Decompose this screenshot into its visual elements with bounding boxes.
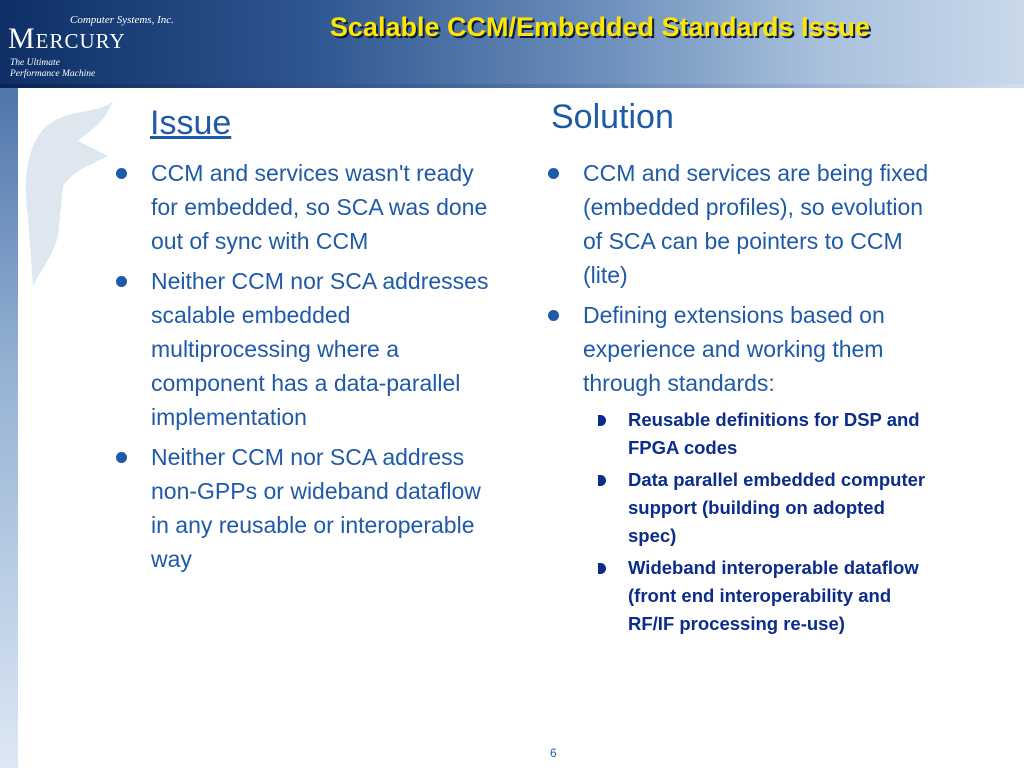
- sub-list-item: [590, 554, 934, 638]
- logo-tagline: [10, 58, 95, 80]
- sub-bullet-text: Wideband interoperable dataflow (front end interoperability and RF/IF processing re-use): [628, 557, 919, 634]
- sub-bullet-text: Reusable definitions for DSP and FPGA codes: [628, 409, 920, 458]
- solution-sub-bullet-list: [590, 406, 934, 638]
- issue-bullet-text: Neither CCM nor SCA address non-GPPs or wideband dataflow in any reusable or interoperable way: [151, 444, 481, 572]
- list-item: [544, 156, 934, 292]
- sub-list-item: [590, 466, 934, 550]
- half-circle-bullet-icon: [598, 475, 606, 486]
- solution-bullet-list: [544, 156, 934, 644]
- logo-company-text: Computer Systems, Inc.: [70, 14, 174, 26]
- half-circle-bullet-icon: [598, 415, 606, 426]
- logo-tagline-line1: The Ultimate: [10, 58, 60, 68]
- sub-bullet-text: Data parallel embedded computer support (building on adopted spec): [628, 469, 926, 546]
- solution-heading: Solution: [551, 98, 674, 136]
- half-circle-bullet-icon: [598, 563, 606, 574]
- sub-list-item: [590, 406, 934, 462]
- page-number: 6: [550, 746, 557, 760]
- bullet-dot-icon: [548, 168, 559, 179]
- left-decorative-band: [0, 88, 18, 768]
- bullet-dot-icon: [116, 168, 127, 179]
- header-band: [0, 0, 1024, 88]
- list-item: [112, 156, 502, 258]
- logo-brand-text: Mercury: [8, 22, 126, 55]
- issue-bullet-list: [112, 156, 502, 582]
- list-item: [112, 264, 502, 434]
- slide-title: Scalable CCM/Embedded Standards Issue: [329, 12, 871, 42]
- bullet-dot-icon: [116, 452, 127, 463]
- solution-bullet-text: CCM and services are being fixed (embedded profiles), so evolution of SCA can be pointers to CCM (lite): [583, 160, 929, 288]
- mercury-logo: [8, 14, 208, 84]
- issue-heading: Issue: [150, 104, 232, 142]
- logo-tagline-line2: Performance Machine: [10, 69, 96, 79]
- bullet-dot-icon: [116, 276, 127, 287]
- issue-bullet-text: CCM and services wasn't ready for embedded, so SCA was done out of sync with CCM: [151, 160, 488, 254]
- bullet-dot-icon: [548, 310, 559, 321]
- issue-bullet-text: Neither CCM nor SCA addresses scalable embedded multiprocessing where a component has a data-parallel implementation: [151, 268, 489, 430]
- list-item: [112, 440, 502, 576]
- solution-bullet-text: Defining extensions based on experience and working them through standards:: [583, 302, 885, 396]
- list-item: [544, 298, 934, 638]
